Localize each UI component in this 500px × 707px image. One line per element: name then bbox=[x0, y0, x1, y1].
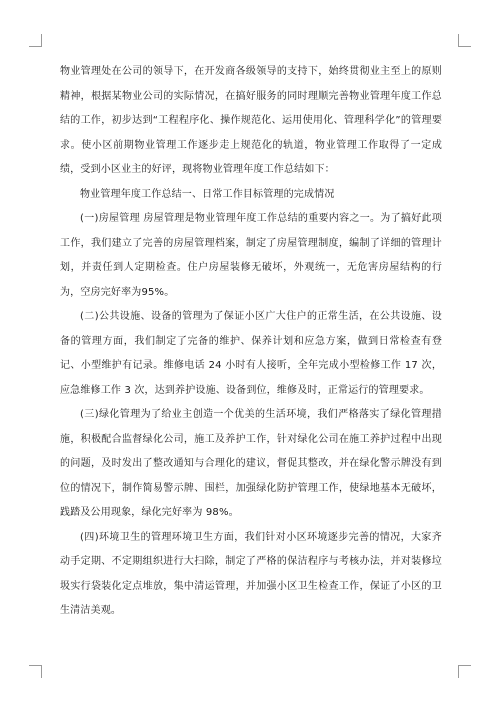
crop-mark-bottom-left bbox=[29, 665, 42, 678]
crop-mark-top-right bbox=[458, 34, 471, 47]
section-heading: 物业管理年度工作总结一、日常工作目标管理的完成情况 bbox=[80, 188, 335, 200]
paragraph-greening-management: (三)绿化管理为了给业主创造一个优美的生活环境，我们严格落实了绿化管理措施，积极配合监督绿化公司，施工及养护工作，针对绿化公司在施工养护过程中出现的问题，及时发出了整改通知与合理化的建议，督促其整改，并在绿化警示牌没有到位的情况下，制作简易警示牌、围栏，加强绿化防护管理工作，使绿地基本无破坏，践踏及公用现象，绿化完好率为 98%。 bbox=[60, 409, 442, 518]
document-body bbox=[60, 60, 442, 624]
paragraph-facilities-management: (二)公共设施、设备的管理为了保证小区广大住户的正常生活，在公共设施、设备的管理方面，我们制定了完备的维护、保养计划和应急方案，做到日常检查有登记、小型维护有记录。维修电话 24 小时有人接听，全年完成小型检修工作 17 次，应急维修工作 3 次，达到养护设施、设备到位，维修及时，正常运行的管理要求。 bbox=[60, 311, 442, 396]
paragraph-housing-management: (一)房屋管理 房屋管理是物业管理年度工作总结的重要内容之一。为了搞好此项工作，我们建立了完善的房屋管理档案，制定了房屋管理制度，编制了详细的管理计划，并责任到人定期检查。住户房屋装修无破坏，外观统一，无危害房屋结构的行为，空房完好率为95%。 bbox=[60, 213, 442, 298]
crop-mark-bottom-right bbox=[458, 665, 471, 678]
paragraph-sanitation-management: (四)环境卫生的管理环境卫生方面，我们针对小区环境逐步完善的情况，大家齐动手定期、不定期组织进行大扫除，制定了严格的保洁程序与考核办法，并对装修垃圾实行袋装化定点堆放，集中清运管理，并加强小区卫生检查工作，保证了小区的卫生清洁美观。 bbox=[60, 531, 442, 616]
intro-paragraph: 物业管理处在公司的领导下，在开发商各级领导的支持下，始终贯彻业主至上的原则精神，根据某物业公司的实际情况，在搞好服务的同时理顺完善物业管理年度工作总结的工作，初步达到“工程程序化、操作规范化、运用使用化、管理科学化”的管理要求。使小区前期物业管理工作逐步走上规范化的轨道，物业管理工作取得了一定成绩，受到小区业主的好评，现将物业管理年度工作总结如下： bbox=[60, 66, 442, 175]
crop-mark-top-left bbox=[29, 34, 42, 47]
